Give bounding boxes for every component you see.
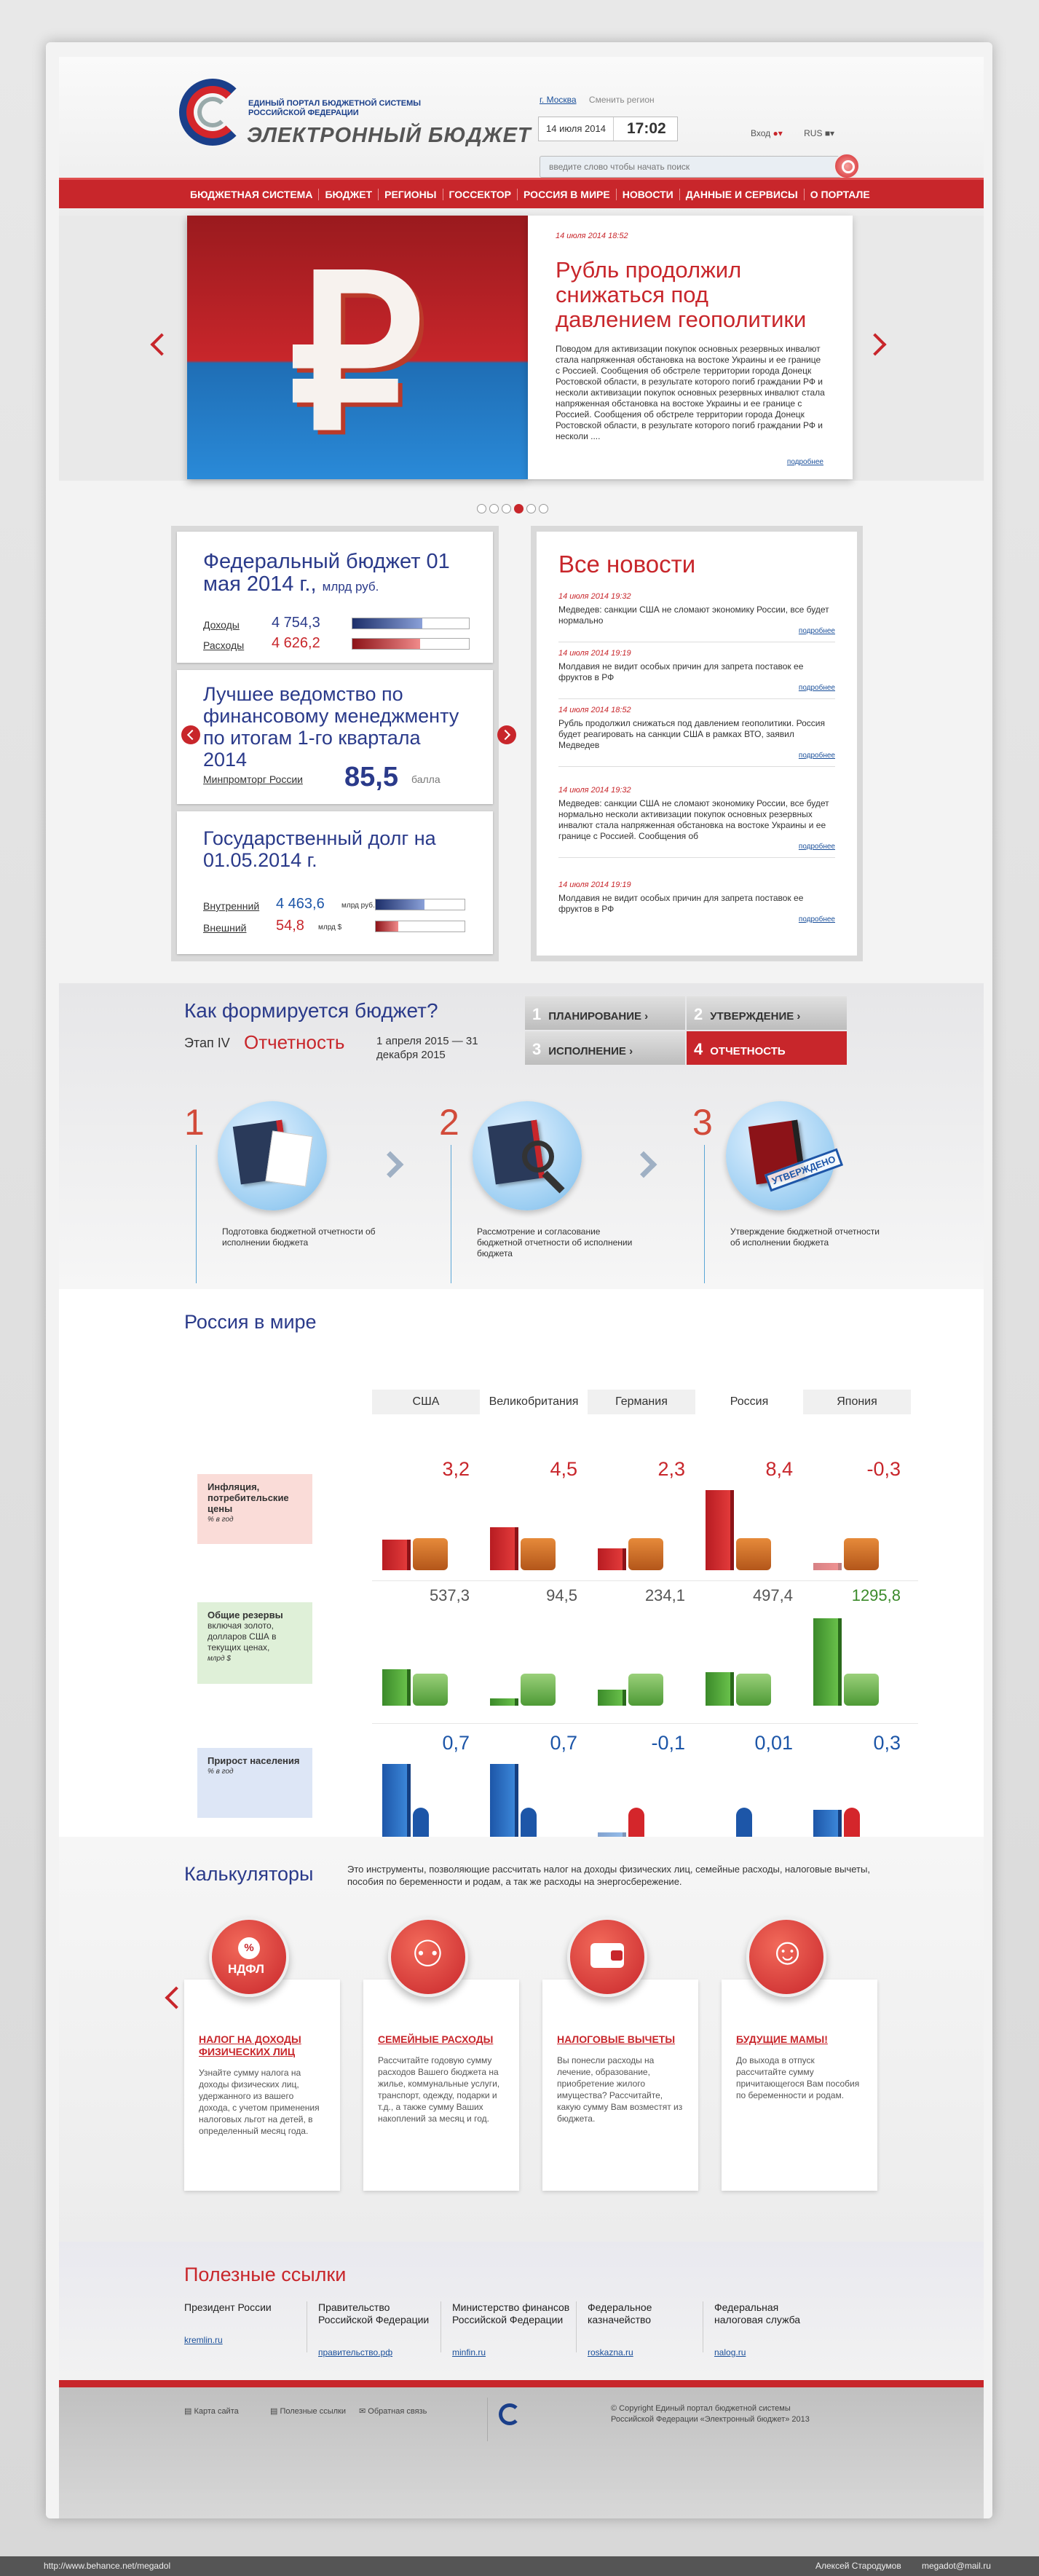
world-title[interactable]: Россия в мире [184, 1311, 317, 1333]
world-bar [382, 1540, 407, 1570]
chevron-right-icon [631, 1151, 657, 1178]
news-text[interactable]: Рубль продолжил снижаться под давлением геополитики. Россия будет реагировать на санкции США в рамках ВТО, заявил Медведев [558, 718, 825, 750]
ndfl-badge: НДФЛ [228, 1962, 264, 1976]
news-item[interactable] [558, 648, 835, 692]
footer-sitemap[interactable]: ▤ Карта сайта [184, 2407, 239, 2416]
best-ministry-box [177, 670, 493, 804]
approved-book-icon [726, 1101, 835, 1210]
report-book-icon [218, 1101, 327, 1210]
news-list [537, 532, 857, 956]
federal-budget-unit: млрд руб. [322, 580, 379, 594]
world-value: 0,7 [550, 1732, 577, 1754]
news-date: 14 июля 2014 19:32 [558, 786, 631, 795]
state-debt-title[interactable]: Государственный долг на 01.05.2014 г. [203, 827, 436, 871]
world-bar [382, 1764, 407, 1844]
money-stack-icon [521, 1674, 556, 1706]
page-container [46, 42, 992, 2518]
world-bar [490, 1764, 515, 1844]
step-reporting[interactable]: 4 ОТЧЕТНОСТЬ [687, 1031, 847, 1065]
link-divider [576, 2301, 577, 2352]
world-value: 1295,8 [851, 1586, 901, 1604]
slider-dot[interactable] [477, 504, 486, 513]
external-debt-unit: млрд $ [318, 923, 342, 931]
news-date: 14 июля 2014 18:52 [558, 706, 631, 714]
news-date: 14 июля 2014 19:32 [558, 592, 631, 601]
logo-title[interactable]: ЭЛЕКТРОННЫЙ БЮДЖЕТ [247, 124, 532, 147]
phase-caption: Рассмотрение и согласование бюджетной отчетности об исполнении бюджета [477, 1226, 633, 1259]
state-debt-box [177, 811, 493, 954]
links-title[interactable]: Полезные ссылки [184, 2264, 347, 2285]
link-president: Президент России kremlin.ru [184, 2301, 301, 2347]
phase-number: 2 [439, 1102, 459, 1143]
world-bar [706, 1490, 730, 1570]
world-value: 4,5 [550, 1458, 577, 1480]
news-more-link[interactable]: подробнее [798, 915, 835, 923]
bottom-bar [0, 2556, 1039, 2576]
phase-number: 3 [692, 1102, 713, 1143]
calc-title[interactable]: СЕМЕЙНЫЕ РАСХОДЫ [378, 2033, 494, 2045]
phase-line [196, 1145, 197, 1283]
calc-tax-deduction-card[interactable] [542, 1980, 698, 2191]
language-selector[interactable]: RUS [804, 128, 823, 138]
world-value: -0,3 [866, 1458, 901, 1480]
slider-prev-arrow[interactable] [150, 333, 173, 355]
country-russia[interactable]: Россия [695, 1390, 803, 1414]
phase-number: 1 [184, 1102, 205, 1143]
top-links [751, 128, 834, 138]
main-nav [59, 178, 984, 208]
nav-item-budget[interactable]: БЮДЖЕТ [319, 189, 379, 200]
step-planning[interactable]: 1 ПЛАНИРОВАНИЕ › [525, 996, 685, 1030]
world-value: 2,3 [657, 1458, 685, 1480]
footer-divider [487, 2398, 488, 2441]
world-value: 3,2 [442, 1458, 470, 1480]
row-divider [372, 1723, 918, 1724]
expense-bar [352, 638, 470, 650]
news-more-link[interactable]: подробнее [798, 752, 835, 760]
slider-dot[interactable] [539, 504, 548, 513]
income-bar [352, 618, 470, 629]
date-time-box [538, 117, 678, 141]
news-text[interactable]: Медведев: санкции США не сломают экономику России, все будет нормально несколи активизации покупок основных резервных инвалют стала напряженная обстановка на востоке Украины и ее границе с Россией. Сообщения об [558, 798, 829, 841]
country-japan[interactable]: Япония [803, 1390, 911, 1414]
step-execution[interactable]: 3 ИСПОЛНЕНИЕ › [525, 1031, 685, 1065]
slider-dot[interactable] [502, 504, 511, 513]
slide-image[interactable] [187, 216, 528, 479]
world-bar [813, 1618, 838, 1706]
indicators-next-arrow[interactable] [497, 725, 516, 744]
news-item[interactable] [558, 591, 835, 635]
best-ministry-title[interactable]: Лучшее ведомство по финансовому менеджменту по итогам 1-го квартала 2014 [203, 683, 459, 771]
world-value: -0,1 [651, 1732, 685, 1754]
stroller-icon[interactable]: ☺ [746, 1917, 826, 1997]
behance-link[interactable]: http://www.behance.net/megadol [44, 2561, 171, 2571]
link-url[interactable]: minfin.ru [452, 2347, 486, 2358]
world-bar [382, 1669, 407, 1706]
calc-description: Узнайте сумму налога на доходы физических лиц, удержанного из вашего дохода, с учетом применения налоговых льгот на детей, в определенный месяц года. [199, 2068, 320, 2136]
footer-useful-links[interactable]: ▤ Полезные ссылки [270, 2407, 347, 2416]
news-more-link[interactable]: подробнее [798, 684, 835, 692]
formation-title[interactable]: Как формируется бюджет? [184, 999, 438, 1022]
world-value: 0,01 [754, 1732, 793, 1754]
link-government: Правительство Российской Федерации правительство.рф [318, 2301, 435, 2359]
calculators-intro: Это инструменты, позволяющие рассчитать налог на доходы физических лиц, семейные расходы, налоговые вычеты, пособия по беременности и родам, а так же расходы на энергосбережение. [347, 1864, 870, 1887]
ministry-score-unit: балла [411, 773, 441, 785]
step-approval[interactable]: 2 УТВЕРЖДЕНИЕ › [687, 996, 847, 1030]
phase-caption: Утверждение бюджетной отчетности об исполнении бюджета [730, 1226, 880, 1248]
approved-stamp: УТВЕРЖДЕНО [765, 1149, 843, 1192]
news-panel [531, 526, 863, 961]
country-uk[interactable]: Великобритания [480, 1390, 588, 1414]
link-treasury: Федеральное казначейство roskazna.ru [588, 2301, 690, 2359]
news-text[interactable]: Медведев: санкции США не сломают экономику России, все будет нормально [558, 604, 829, 626]
flag-icon: ■▾ [824, 128, 835, 138]
news-text[interactable]: Молдавия не видит особых причин для запрета поставок ее фруктов в РФ [558, 893, 804, 914]
indicators-panel [171, 526, 499, 961]
ministry-score: 85,5 [344, 762, 398, 792]
wallet-icon [628, 1538, 663, 1570]
calculators-section [59, 1837, 984, 2242]
slider-dot-active[interactable] [514, 504, 524, 513]
news-slider [59, 216, 984, 481]
money-stack-icon [413, 1674, 448, 1706]
news-more-link[interactable]: подробнее [798, 843, 835, 851]
russia-world-section [59, 1289, 984, 1837]
expense-label[interactable]: Расходы [203, 639, 245, 651]
login-link[interactable]: Вход [751, 128, 771, 138]
country-usa[interactable]: США [372, 1390, 480, 1414]
author-email[interactable]: megadot@mail.ru [922, 2561, 991, 2571]
nav-item-russia-world[interactable]: РОССИЯ В МИРЕ [518, 189, 617, 200]
nav-item-gossector[interactable]: ГОССЕКТОР [443, 189, 518, 200]
slider-dot[interactable] [489, 504, 499, 513]
money-stack-icon [628, 1674, 663, 1706]
calc-family-card[interactable] [363, 1980, 519, 2191]
calc-title[interactable]: НАЛОГ НА ДОХОДЫ ФИЗИЧЕСКИХ ЛИЦ [199, 2033, 301, 2057]
inflation-label[interactable]: Инфляция, потребительские цены % в год [197, 1474, 312, 1544]
world-bar [598, 1690, 623, 1706]
money-stack-icon [736, 1674, 771, 1706]
footer-logo[interactable] [499, 2403, 521, 2425]
calc-description: Вы понесли расходы на лечение, образование, приобретение жилого имущества? Рассчитайте, какую сумму Вам возместят из бюджета. [557, 2055, 683, 2124]
link-url[interactable]: kremlin.ru [184, 2335, 223, 2345]
stage-name: Отчетность [244, 1031, 345, 1053]
calc-description: Рассчитайте годовую сумму расходов Вашего бюджета на жилье, коммунальные услуги, транспорт, одежду, подарки и т.д., а также сумму Ваших накоплений за месяц и год. [378, 2055, 500, 2124]
population-label[interactable]: Прирост населения % в год [197, 1748, 312, 1818]
chevron-right-icon [377, 1151, 404, 1178]
phase-caption: Подготовка бюджетной отчетности об исполнении бюджета [222, 1226, 376, 1248]
footer [59, 2380, 984, 2518]
slide-date: 14 июля 2014 18:52 [556, 232, 628, 240]
ndfl-icon[interactable]: НДФЛ % [209, 1917, 289, 1997]
calc-description: До выхода в отпуск рассчитайте сумму причитающегося Вам пособия по беременности и родам. [736, 2055, 860, 2100]
link-tax-service: Федеральная налоговая служба nalog.ru [714, 2301, 816, 2359]
world-value: 0,7 [442, 1732, 470, 1754]
stage-label: Этап IV [184, 1036, 230, 1050]
stage-period: 1 апреля 2015 — 31 декабря 2015 [376, 1035, 478, 1061]
footer-copyright: © Copyright Единый портал бюджетной системы Российской Федерации «Электронный бюджет» 2013 [611, 2404, 810, 2424]
ministry-name[interactable]: Минпромторг России [203, 773, 303, 785]
federal-budget-title[interactable]: Федеральный бюджет 01 мая 2014 г., [203, 550, 450, 596]
world-value: 497,4 [752, 1586, 793, 1604]
external-debt-bar [375, 921, 465, 932]
current-time: 17:02 [626, 120, 666, 137]
world-bar [706, 1672, 730, 1706]
slider-pagination [477, 504, 548, 513]
logo-emblem-core [197, 97, 228, 127]
money-stack-icon [844, 1674, 879, 1706]
external-debt-label[interactable]: Внешний [203, 922, 247, 934]
region-selector [540, 95, 655, 105]
nav-item-data-services[interactable]: ДАННЫЕ И СЕРВИСЫ [680, 189, 805, 200]
calculators-title[interactable]: Калькуляторы [184, 1863, 314, 1885]
world-value: 537,3 [429, 1586, 470, 1604]
indicators-prev-arrow[interactable] [181, 725, 200, 744]
external-debt-value: 54,8 [276, 918, 304, 934]
news-title[interactable]: Все новости [558, 551, 696, 578]
calc-ndfl-card[interactable] [184, 1980, 340, 2191]
world-bar [490, 1527, 515, 1570]
calc-mothers-card[interactable] [722, 1980, 877, 2191]
slide-text: Поводом для активизации покупок основных резервных инвалют стала напряженная обстановка на востоке Украины и ее границе с Россией. Сообщения об обстреле территории города Донецк Ростовской области, в результате которого погиб граждании РФ и несколи активизации покупок основных резервных инвалют стала напряженная обстановка на востоке Украины и ее границе с Россией. Сообщения об обстреле территории города Донецк Ростовской области, в результате которого погиб граждании РФ и несколи .... [556, 344, 825, 441]
calc-title[interactable]: НАЛОГОВЫЕ ВЫЧЕТЫ [557, 2033, 676, 2045]
country-germany[interactable]: Германия [588, 1390, 695, 1414]
slider-dot[interactable] [526, 504, 536, 513]
row-divider [372, 1580, 918, 1581]
world-bar [598, 1548, 623, 1570]
income-label[interactable]: Доходы [203, 619, 240, 631]
nav-item-regions[interactable]: РЕГИОНЫ [379, 189, 443, 200]
slide-more-link[interactable]: подробнее [786, 458, 823, 466]
news-more-link[interactable]: подробнее [798, 627, 835, 635]
internal-debt-bar [375, 899, 465, 910]
internal-debt-label[interactable]: Внутренний [203, 900, 260, 912]
world-bar [490, 1698, 515, 1706]
search-input[interactable] [540, 156, 844, 178]
author-name: Алексей Стародумов [815, 2561, 901, 2571]
magnifier-book-icon [473, 1101, 582, 1210]
ruble-sign-icon: ₽ [289, 236, 424, 472]
nav-item-budget-system[interactable]: БЮДЖЕТНАЯ СИСТЕМА [184, 189, 319, 200]
budget-formation-section [59, 983, 984, 1289]
current-date: 14 июля 2014 [539, 117, 614, 141]
internal-debt-unit: млрд руб. [341, 902, 375, 910]
slide-card [528, 216, 853, 479]
link-minfin: Министерство финансов Российской Федерации minfin.ru [452, 2301, 583, 2359]
slider-next-arrow[interactable] [864, 333, 886, 355]
expense-value: 4 626,2 [272, 635, 320, 651]
search-icon[interactable] [834, 153, 860, 179]
footer-feedback[interactable]: ✉ Обратная связь [359, 2407, 427, 2416]
internal-debt-value: 4 463,6 [276, 896, 325, 912]
phase-line [704, 1145, 705, 1283]
lock-icon: ●▾ [773, 128, 783, 138]
wallet-icon[interactable] [567, 1917, 647, 1997]
world-value: 8,4 [765, 1458, 793, 1480]
family-icon[interactable]: ⚇ [388, 1917, 468, 1997]
world-value: 94,5 [546, 1586, 577, 1604]
logo-subtitle: ЕДИНЫЙ ПОРТАЛ БЮДЖЕТНОЙ СИСТЕМЫ РОССИЙСКОЙ ФЕДЕРАЦИИ [248, 99, 422, 117]
news-text[interactable]: Молдавия не видит особых причин для запрета поставок ее фруктов в РФ [558, 661, 804, 682]
link-url[interactable]: правительство.рф [318, 2347, 393, 2358]
calc-title[interactable]: БУДУЩИЕ МАМЫ! [736, 2033, 828, 2045]
news-item[interactable] [558, 880, 835, 923]
news-date: 14 июля 2014 19:19 [558, 649, 631, 658]
useful-links-section [59, 2242, 984, 2380]
news-item[interactable] [558, 785, 835, 851]
world-value: 0,3 [873, 1732, 901, 1754]
income-value: 4 754,3 [272, 615, 320, 631]
current-region-link[interactable]: г. Москва [540, 95, 577, 105]
news-item[interactable] [558, 705, 835, 760]
wallet-icon [844, 1538, 879, 1570]
wallet-icon [413, 1538, 448, 1570]
wallet-icon [521, 1538, 556, 1570]
slide-title[interactable]: Рубль продолжил снижаться под давлением геополитики [556, 257, 807, 332]
nav-item-news[interactable]: НОВОСТИ [617, 189, 680, 200]
change-region-link[interactable]: Сменить регион [588, 95, 655, 105]
federal-budget-box [177, 532, 493, 663]
link-url[interactable]: nalog.ru [714, 2347, 746, 2358]
link-url[interactable]: roskazna.ru [588, 2347, 633, 2358]
reserves-label[interactable]: Общие резервы включая золото, долларов США в текущих ценах, млрд $ [197, 1602, 312, 1684]
world-value: 234,1 [644, 1586, 685, 1604]
nav-item-about[interactable]: О ПОРТАЛЕ [810, 188, 870, 200]
world-bar [813, 1563, 838, 1570]
wallet-icon [736, 1538, 771, 1570]
news-date: 14 июля 2014 19:19 [558, 881, 631, 889]
